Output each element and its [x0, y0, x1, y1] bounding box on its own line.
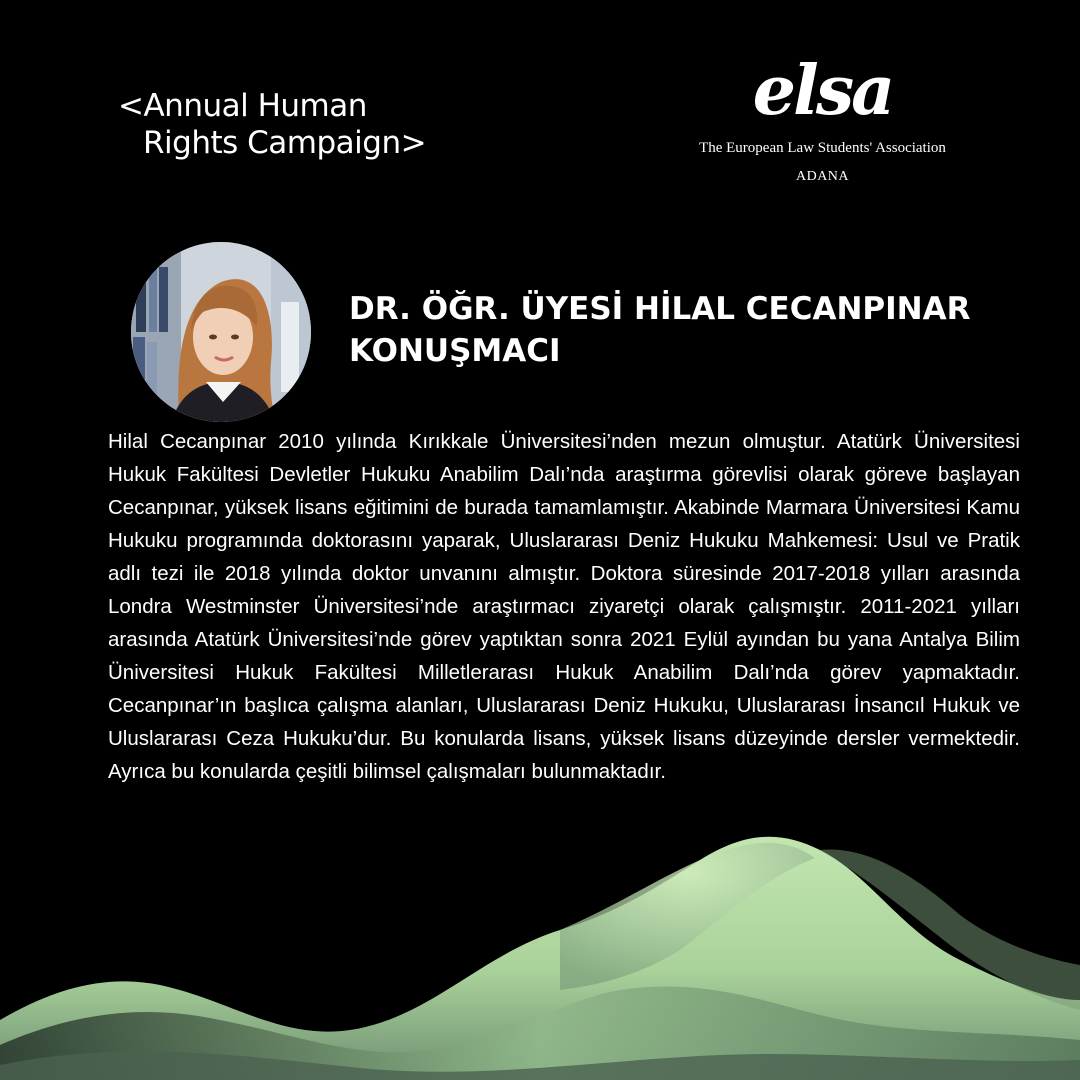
speaker-role: KONUŞMACI: [349, 333, 561, 369]
campaign-title-line1: <Annual Human: [118, 88, 367, 124]
elsa-logo-block: [690, 52, 980, 185]
campaign-title-line2: Rights Campaign>: [143, 125, 427, 161]
speaker-bio: Hilal Cecanpınar 2010 yılında Kırıkkale Üniversitesi’nden mezun olmuştur. Atatürk Üniversitesi Hukuk Fakültesi Devletler Hukuku Anabilim Dalı’nda araştırma görevlisi olarak göreve başlayan Cecanpınar, yüksek lisans eğitimini de burada tamamlamıştır. Akabinde Marmara Üniversitesi Kamu Hukuku programında doktorasını yaparak, Uluslararası Deniz Hukuku Mahkemesi: Usul ve Pratik adlı tezi ile 2018 yılında doktor unvanını almıştır. Doktora süresinde 2017-2018 yılları arasında Londra Westminster Üniversitesi’nde araştırmacı ziyaretçi olarak çalışmıştır. 2011-2021 yılları arasında Atatürk Üniversitesi’nde görev yaptıktan sonra 2021 Eylül ayından bu yana Antalya Bilim Üniversitesi Hukuk Fakültesi Milletlerarası Hukuk Anabilim Dalı’nda görev yapmaktadır. Cecanpınar’ın başlıca çalışma alanları, Uluslararası Deniz Hukuku, Uluslararası İnsancıl Hukuk ve Uluslararası Ceza Hukuku’dur. Bu konularda lisans, yüksek lisans düzeyinde dersler vermektedir. Ayrıca bu konularda çeşitli bilimsel çalışmaları bulunmaktadır.: [108, 430, 1020, 783]
speaker-name: DR. ÖĞR. ÜYESİ HİLAL CECANPINAR: [349, 291, 971, 327]
campaign-title: [118, 88, 426, 162]
speaker-heading: [349, 288, 970, 372]
elsa-city: ADANA: [795, 169, 850, 184]
speaker-photo: [131, 242, 311, 422]
elsa-subtitle: The European Law Students' Association: [699, 140, 946, 156]
elsa-logo: elsa: [752, 51, 893, 131]
